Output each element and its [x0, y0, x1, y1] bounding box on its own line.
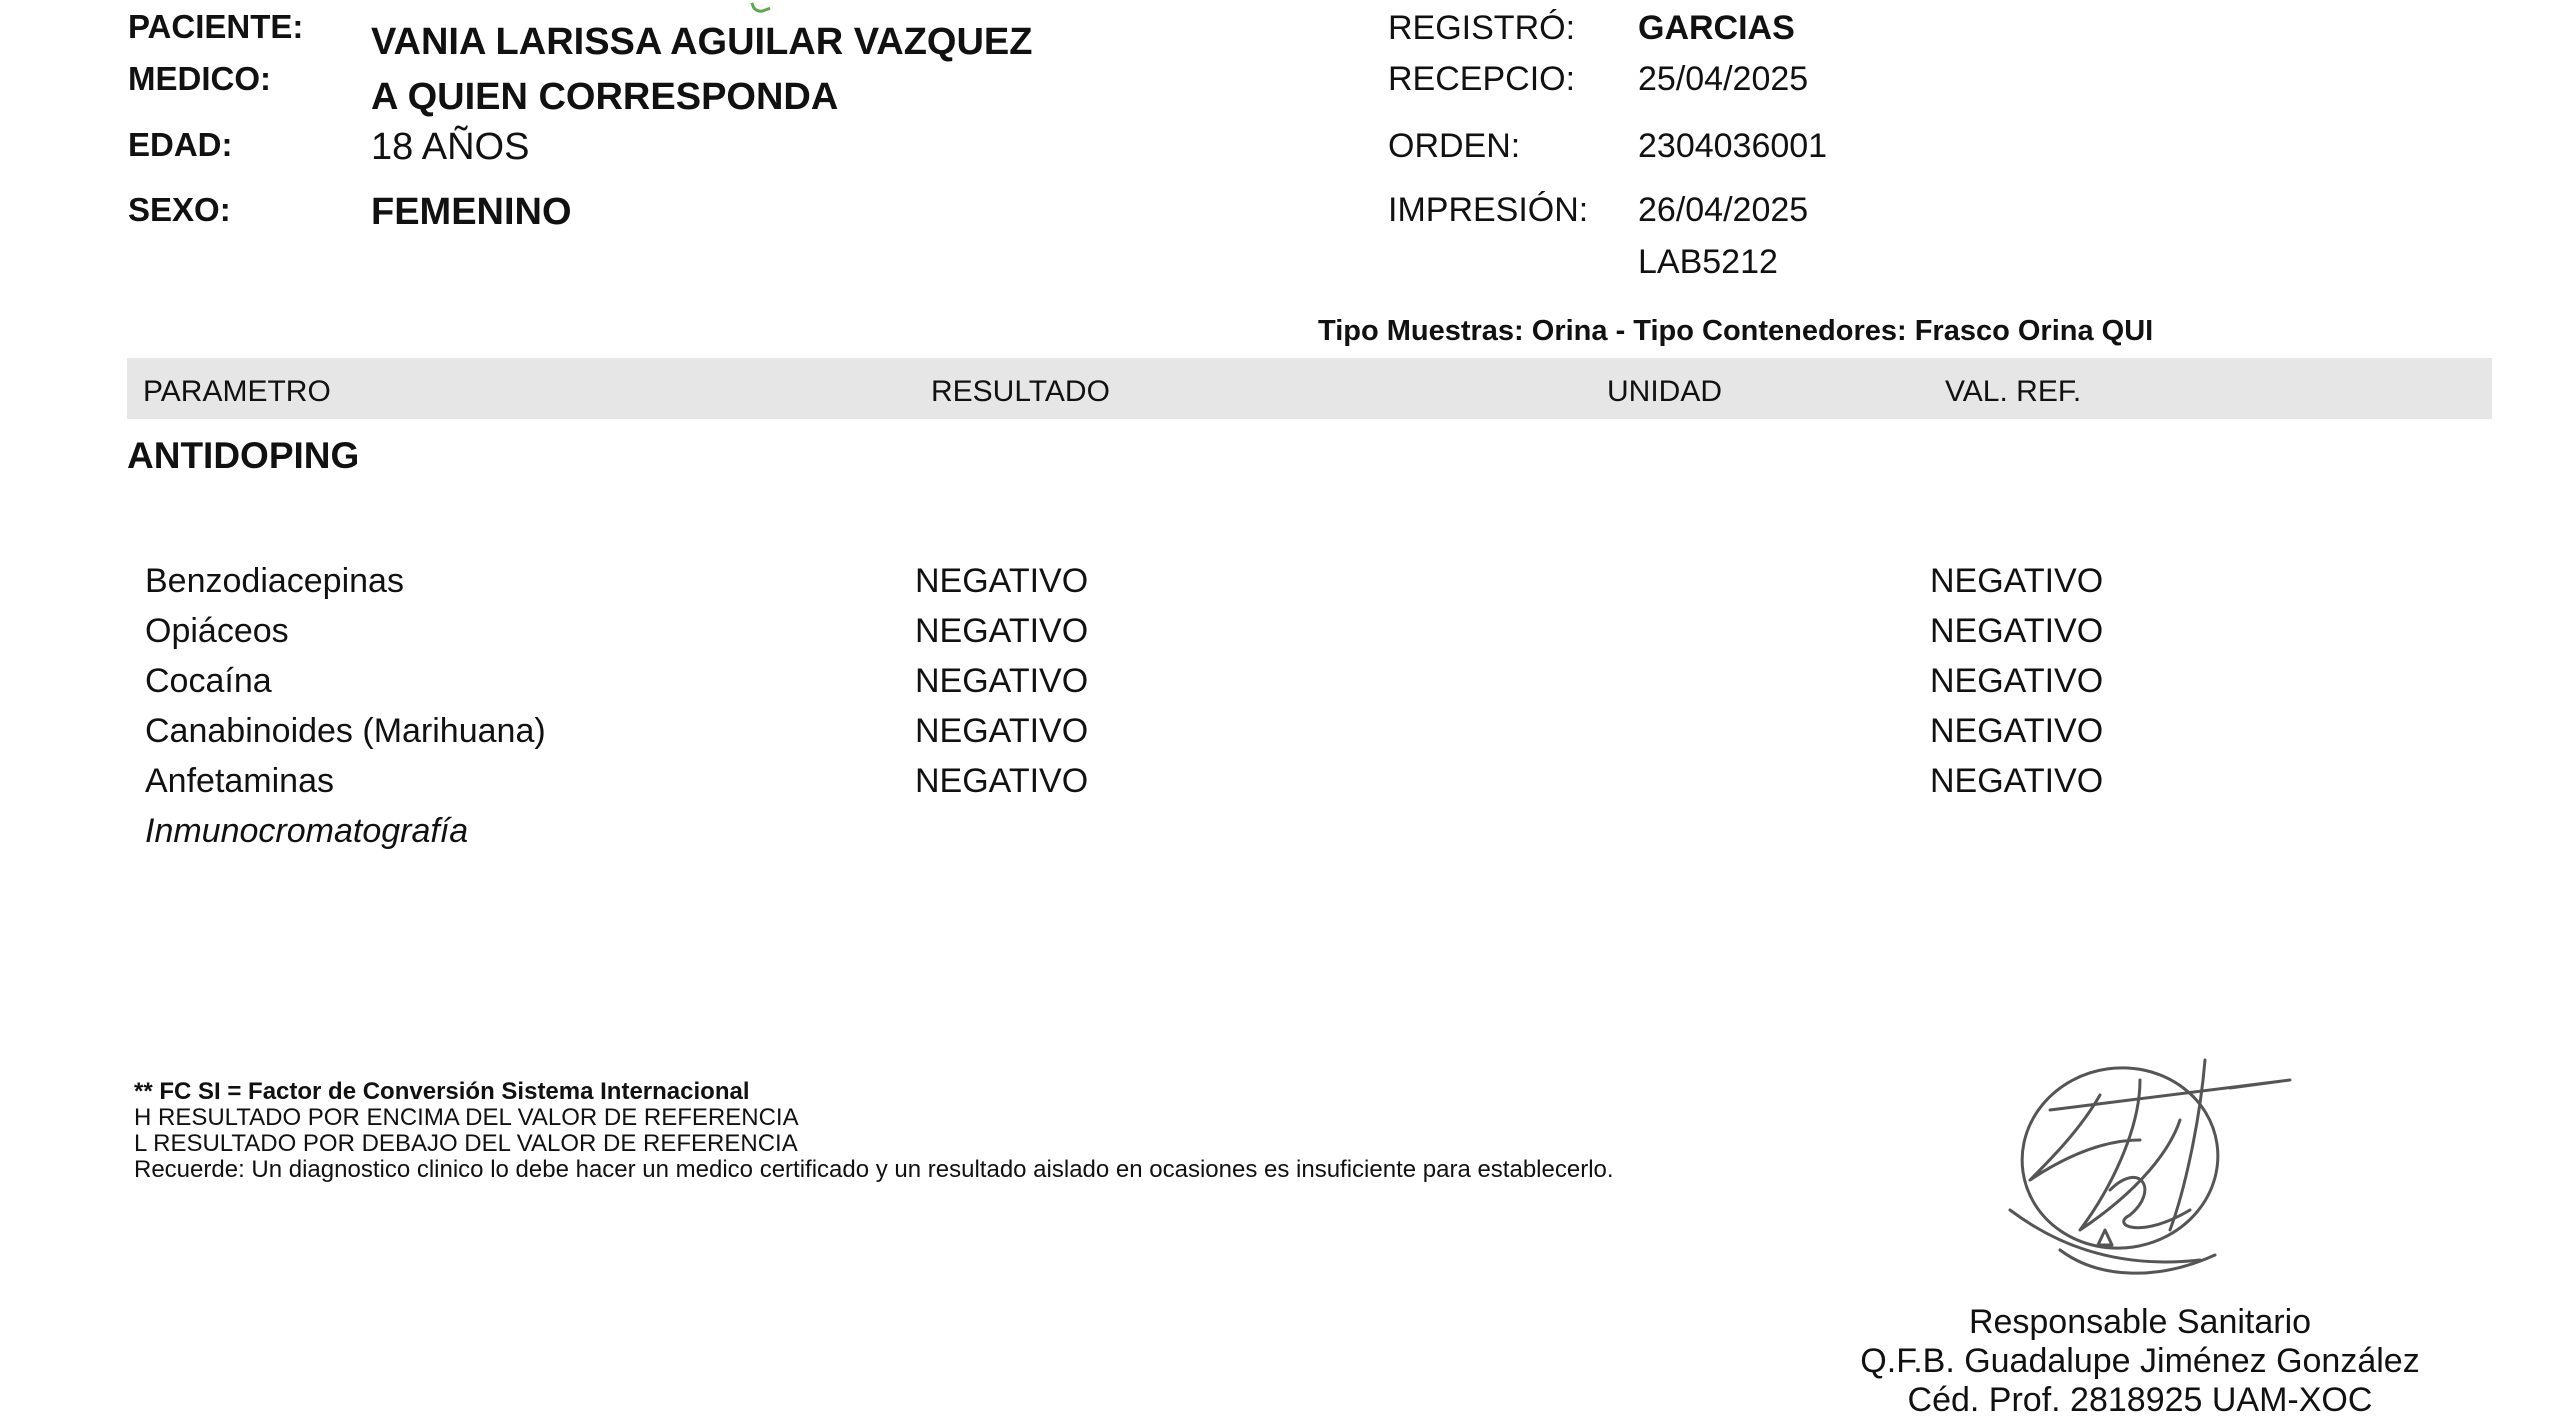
- footnote-high: H RESULTADO POR ENCIMA DEL VALOR DE REFERENCIA: [134, 1104, 799, 1131]
- row-parameter: Opiáceos: [145, 612, 289, 650]
- row-reference: NEGATIVO: [1930, 712, 2104, 750]
- footnote-low: L RESULTADO POR DEBAJO DEL VALOR DE REFERENCIA: [134, 1130, 798, 1157]
- signature-stroke-1: [2030, 1095, 2140, 1180]
- row-parameter: Cocaína: [145, 662, 272, 700]
- signature-stroke-4: [2170, 1060, 2205, 1230]
- order-label: ORDEN:: [1388, 127, 1521, 165]
- sex-label: SEXO:: [128, 191, 231, 228]
- row-reference: NEGATIVO: [1930, 662, 2104, 700]
- sex-value: FEMENINO: [371, 191, 572, 233]
- order-number: 2304036001: [1638, 127, 1828, 165]
- row-reference: NEGATIVO: [1930, 762, 2104, 800]
- signature-stroke-3: [2050, 1080, 2290, 1110]
- row-reference: NEGATIVO: [1930, 562, 2104, 600]
- sample-type: Tipo Muestras: Orina - Tipo Contenedores: Frasco Orina QUI: [1318, 315, 2154, 347]
- row-result: NEGATIVO: [915, 562, 1089, 600]
- header-parameter: PARAMETRO: [143, 375, 331, 408]
- reception-date: 25/04/2025: [1638, 60, 1809, 98]
- signature-name: Q.F.B. Guadalupe Jiménez González: [1860, 1342, 2420, 1380]
- print-label: IMPRESIÓN:: [1388, 191, 1589, 229]
- row-parameter: Canabinoides (Marihuana): [145, 712, 546, 750]
- header-reference: VAL. REF.: [1945, 375, 2082, 408]
- registered-by-value: GARCIAS: [1638, 9, 1795, 47]
- signature-license: Céd. Prof. 2818925 UAM-XOC: [1907, 1381, 2373, 1419]
- signature-role: Responsable Sanitario: [1968, 1303, 2312, 1341]
- print-date: 26/04/2025: [1638, 191, 1809, 229]
- footnote-disclaimer: Recuerde: Un diagnostico clinico lo debe hacer un medico certificado y un resultado aislado en ocasiones es insuficiente para establecerlo.: [134, 1156, 1614, 1183]
- header-result: RESULTADO: [931, 375, 1110, 408]
- lab-code: LAB5212: [1638, 243, 1778, 281]
- footnote-fc-si: ** FC SI = Factor de Conversión Sistema Internacional: [134, 1078, 750, 1105]
- row-result: NEGATIVO: [915, 612, 1089, 650]
- doctor-label: MEDICO:: [128, 60, 271, 97]
- patient-label: PACIENTE:: [128, 8, 304, 45]
- patient-name: VANIA LARISSA AGUILAR VAZQUEZ: [371, 21, 1033, 63]
- row-reference: NEGATIVO: [1930, 612, 2104, 650]
- method-note: Inmunocromatografía: [145, 812, 469, 850]
- row-result: NEGATIVO: [915, 662, 1089, 700]
- results-table-header: [127, 358, 2492, 419]
- row-result: NEGATIVO: [915, 762, 1089, 800]
- row-parameter: Benzodiacepinas: [145, 562, 404, 600]
- header-unit: UNIDAD: [1607, 375, 1723, 408]
- age-label: EDAD:: [128, 126, 233, 163]
- handwritten-signature: [1990, 1040, 2310, 1300]
- registered-by-label: REGISTRÓ:: [1388, 9, 1576, 47]
- signature-stroke-6: [2010, 1210, 2200, 1262]
- age-value: 18 AÑOS: [371, 126, 530, 168]
- section-title: ANTIDOPING: [127, 435, 360, 476]
- doctor-name: A QUIEN CORRESPONDA: [371, 76, 839, 118]
- row-result: NEGATIVO: [915, 712, 1089, 750]
- signature-stroke-8: [2098, 1230, 2112, 1245]
- reception-label: RECEPCIO:: [1388, 60, 1576, 98]
- logo-fragment: [750, 0, 770, 16]
- row-parameter: Anfetaminas: [145, 762, 334, 800]
